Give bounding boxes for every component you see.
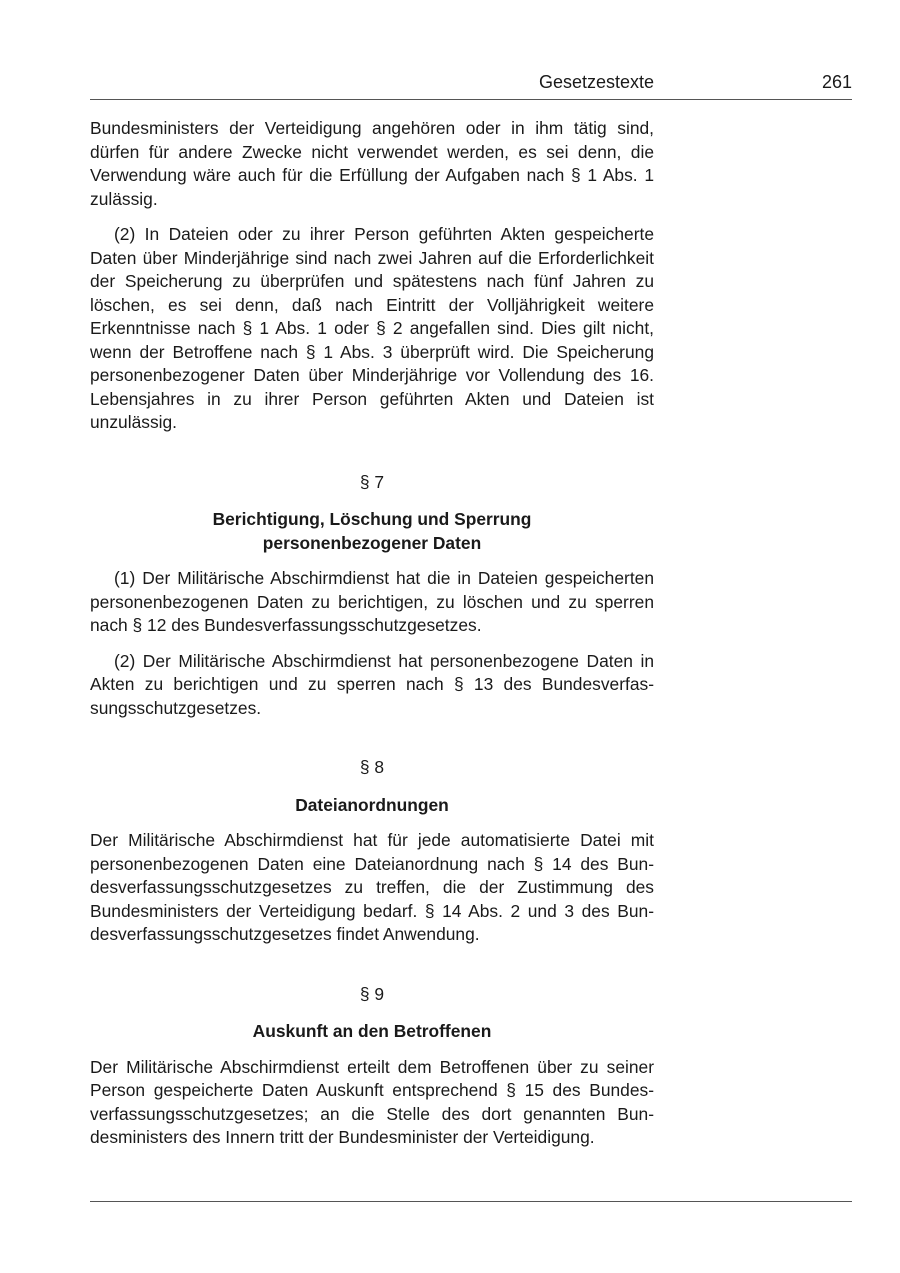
page-number: 261	[821, 72, 852, 92]
section-7-title	[90, 508, 654, 555]
section-7-title-line-2: personenbezogener Daten	[262, 532, 482, 553]
footer-rule	[90, 1201, 852, 1202]
paragraph-7-2: (2) Der Militärische Abschirmdienst hat personenbezogene Daten in Akten zu berichtigen und zu sperren nach § 13 des Bundesverfassungsschutzgesetzes.	[90, 650, 654, 718]
section-7-title-line-1: Berichtigung, Löschung und Sperrung	[212, 509, 532, 529]
section-8-title: Dateianordnungen	[295, 794, 449, 815]
paragraph-continuation: Bundesministers der Verteidigung angehören oder in ihm tätig sind, dürfen für andere Zwecke nicht verwendet werden, es sei denn, die Verwendung wäre auch für die Erfüllung der Aufgaben nach § 1 Abs. 1 zulässig.	[90, 118, 654, 209]
section-9-number: § 9	[359, 983, 385, 1004]
page-header	[90, 70, 852, 94]
paragraph-7-1: (1) Der Militärische Abschirmdienst hat die in Dateien gespeicherten personenbezogenen Daten zu berichtigen, zu löschen und zu sperren nach § 12 des Bundesverfassungsschutzgesetzes.	[90, 568, 654, 635]
section-9-title: Auskunft an den Betroffenen	[252, 1021, 492, 1041]
running-title: Gesetzestexte	[538, 72, 654, 92]
body-text	[90, 117, 654, 1162]
paragraph-6-2: (2) In Dateien oder zu ihrer Person geführten Akten gespeicherte Daten über Minderjährige sind nach zwei Jahren auf die Erforderlichkeit der Speicherung zu überprüfen und spätestens nach fünf Jahren zu löschen, es sei denn, daß nach Eintritt der Volljährigkeit weitere Erkenntnisse nach § 1 Abs. 1 oder § 2 angefallen sind. Dies gilt nicht, wenn der Betroffene nach § 1 Abs. 3 überprüft wird. Die Speicherung personenbezogener Daten über Minderjährige vor Vollendung des 16. Lebensjahres in zu ihrer Person geführten Akten und Dateien ist unzulässig.	[90, 224, 654, 432]
paragraph-9-1: Der Militärische Abschirmdienst erteilt dem Betroffenen über zu seiner Person gespeicherte Daten Auskunft entsprechend § 15 des Bundesverfassungsschutzgesetzes; an die Stelle des dort genannten Bundesministers des Innern tritt der Bundesminister der Verteidigung.	[90, 1056, 654, 1147]
header-rule	[90, 99, 852, 100]
paragraph-8-1: Der Militärische Abschirmdienst hat für jede automatisierte Datei mit personenbezogenen Daten eine Dateianordnung nach § 14 des Bundesverfassungsschutzgesetzes zu treffen, die der Zustimmung des Bundesministers der Verteidigung bedarf. § 14 Abs. 2 und 3 des Bundesverfassungsschutzgesetzes findet Anwendung.	[90, 830, 654, 944]
section-8-number: § 8	[359, 757, 385, 777]
section-7-number: § 7	[359, 471, 385, 492]
